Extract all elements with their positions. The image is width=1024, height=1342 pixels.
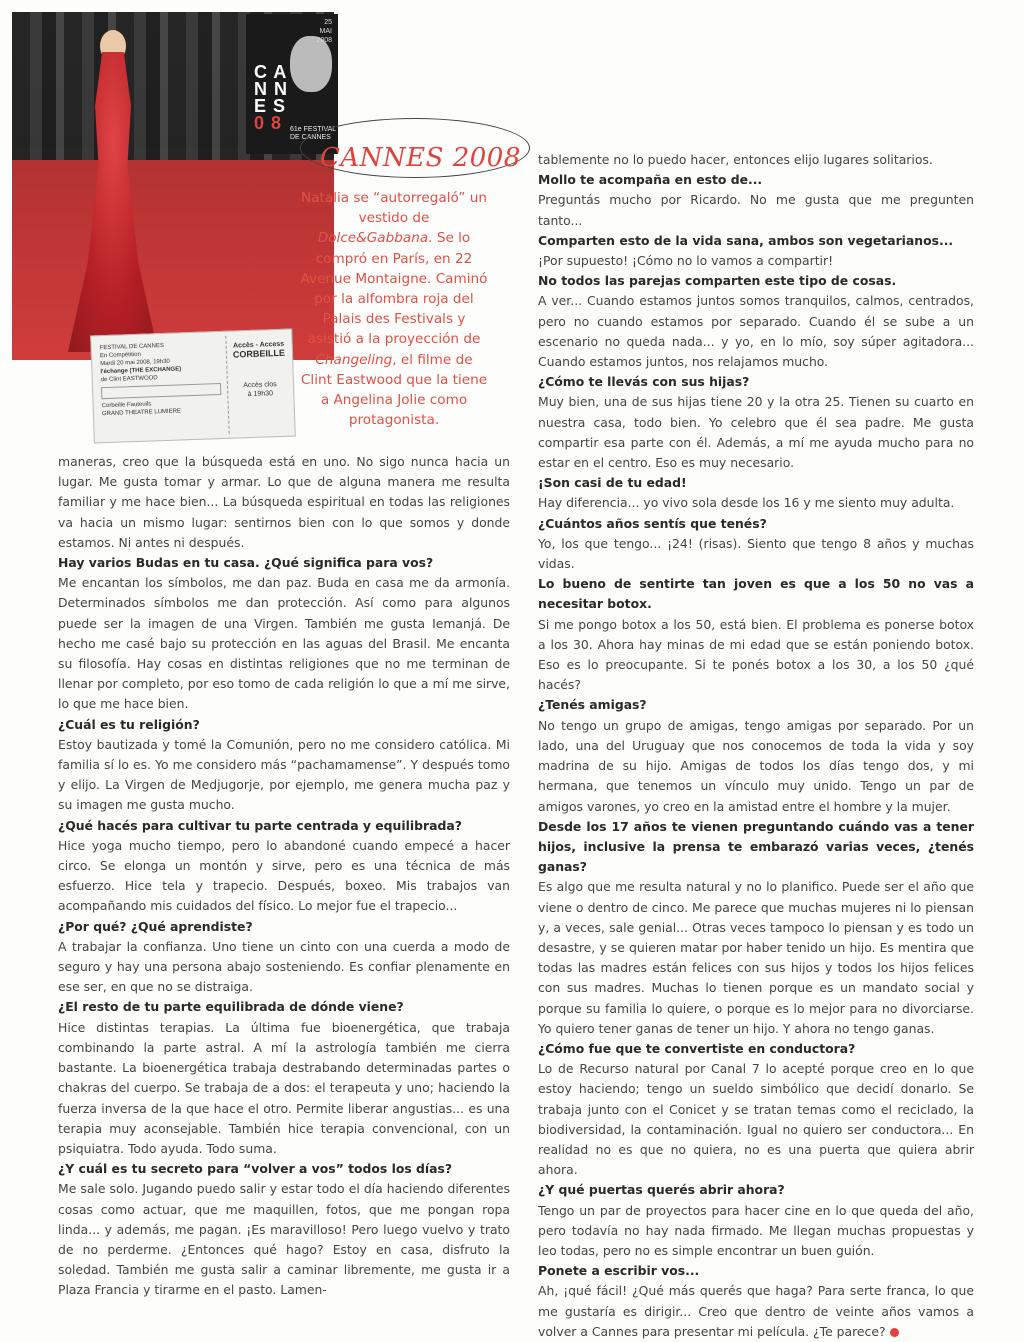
ticket-access: Accès - Access bbox=[232, 340, 285, 350]
end-mark-icon bbox=[890, 1328, 899, 1337]
question-text: Ponete a escribir vos... bbox=[538, 1263, 700, 1279]
interview-answer bbox=[538, 190, 974, 230]
question-text: ¿Y cuál es tu secreto para “volver a vos” todos los días? bbox=[58, 1161, 453, 1177]
interview-answer bbox=[538, 150, 974, 170]
answer-text: Tengo un par de proyectos para hacer cine en lo que queda del año, pero todavía no hay nada firmado. Me llegan muchas propuestas y leo todas, pero no es simple encontrar un buen guión. bbox=[538, 1202, 974, 1258]
ticket-line: Mardi 20 mai 2008, 19h30 bbox=[100, 358, 170, 368]
answer-text: Hice yoga mucho tiempo, pero lo abandoné cuando empecé a hacer circo. Se elonga un montón y sirve, pero es una técnica de más esfuerzo. Hice tela y trapecio. Después, boxeo. Mis trabajos van acompañando mis cuidados del físico. Lo mejor fue el trapecio... bbox=[58, 837, 510, 914]
question-text: Desde los 17 años te vienen preguntando cuándo vas a tener hijos, inclusive la prensa te embarazó varias veces, ¿tenés ganas? bbox=[538, 818, 974, 875]
poster-title bbox=[254, 64, 288, 132]
answer-text: Hice distintas terapias. La última fue bioenergética, que trabaja combinando la parte astral. A mí la astrología también me cierra bastante. La bioenergética trabaja destrabando determinadas partes o chakras del cuerpo. Se trabaja de a dos: el terapeuta y uno; haciendo la fuerza inversa de la que hace el otro. Permite liberar angustias... es una terapia muy aconsejable. También hice terapia convencional, con un psiquiatra. Todo ayuda. Todo suma. bbox=[58, 1019, 510, 1156]
interview-question bbox=[538, 574, 974, 614]
festival-ticket bbox=[90, 329, 296, 444]
caption-text: . Se lo compró en París, en 22 Avenue Montaigne. Caminó por la alfombra roja del Palais des Festivals y asistió a la proyección de bbox=[300, 230, 488, 348]
poster-date bbox=[316, 18, 332, 45]
right-column bbox=[538, 150, 974, 1342]
ticket-line: l'échange (THE EXCHANGE) bbox=[100, 366, 182, 376]
caption-brand: Dolce&Gabbana bbox=[317, 230, 429, 247]
ticket-area: CORBEILLE bbox=[232, 347, 286, 360]
interview-question bbox=[538, 514, 974, 534]
poster-letters-3: E S bbox=[254, 96, 287, 116]
sidebar-title: CANNES 2008 bbox=[320, 143, 521, 173]
question-text: Mollo te acompaña en esto de... bbox=[538, 172, 763, 188]
answer-text: tablemente no lo puedo hacer, entonces elijo lugares solitarios. bbox=[538, 152, 933, 167]
interview-answer bbox=[538, 392, 974, 473]
interview-answer bbox=[58, 1179, 510, 1300]
interview-answer bbox=[58, 1018, 510, 1159]
question-text: ¡Son casi de tu edad! bbox=[538, 475, 687, 491]
interview-answer bbox=[538, 291, 974, 372]
question-text: Hay varios Budas en tu casa. ¿Qué significa para vos? bbox=[58, 555, 434, 571]
interview-question bbox=[538, 231, 974, 251]
answer-text: Hay diferencia... yo vivo sola desde los 16 y me siento muy adulta. bbox=[538, 495, 955, 511]
question-text: ¿Tenés amigas? bbox=[538, 697, 647, 713]
interview-question bbox=[58, 715, 510, 735]
answer-text: Me encantan los símbolos, me dan paz. Buda en casa me da armonía. Determinados símbolos me dan protección. Así como para algunos puede ser la imagen de una Virgen. También me gusta Iemanjá. De hecho me casé bajo su protección en las aguas del Brasil. Me encanta su filosofía. Hay cosas en distintas religiones que no me terminan de llenar por completo, por eso tomo de cada religión lo que a mí me sirve, lo que me hace bien. bbox=[58, 575, 510, 712]
ticket-left bbox=[99, 340, 222, 418]
question-text: No todos las parejas comparten este tipo de cosas. bbox=[538, 273, 897, 289]
interview-answer bbox=[58, 573, 510, 714]
interview-answer bbox=[538, 251, 974, 271]
answer-text: Estoy bautizada y tomé la Comunión, pero no me considero católica. Mi familia sí lo es. Yo me considero más “pachamamense”. Y después tomo y elijo. La Virgen de Medjugorje, por ejemplo, me genera mucha paz y su imagen me gusta mucho. bbox=[58, 736, 510, 813]
answer-text: Ah, ¡qué fácil! ¿Qué más querés que haga? Para serte franca, lo que me gustaría es dirigir... Creo que dentro de veinte años vamos a volver a Cannes para presentar mi película. ¿Te parece? bbox=[538, 1283, 974, 1339]
answer-text: Si me pongo botox a los 50, está bien. El problema es ponerse botox a los 30. Ahora hay minas de mi edad que se están poniendo botox. Eso es lo preocupante. Si te ponés botox a los 30, a los 50 ¿qué hacés? bbox=[538, 616, 974, 693]
caption-text: , el filme de Clint Eastwood que la tiene a Angelina Jolie como protagonista. bbox=[300, 351, 488, 429]
interview-answer bbox=[538, 877, 974, 1039]
interview-question bbox=[538, 1180, 974, 1200]
caption-text: Natalia se “autorregaló” un vestido de bbox=[301, 190, 487, 227]
interview-question bbox=[58, 917, 510, 937]
question-text: ¿Cómo te llevás con sus hijas? bbox=[538, 374, 750, 390]
interview-question bbox=[538, 695, 974, 715]
poster-date-day: 25 bbox=[324, 19, 332, 26]
answer-text: A trabajar la confianza. Uno tiene un cinto con una cuerda a modo de seguro y hay una persona abajo sosteniendo. Es confiar plenamente en ese ser, en que no se distraiga. bbox=[58, 938, 510, 995]
question-text: ¿Cómo fue que te convertiste en conductora? bbox=[538, 1040, 856, 1056]
ticket-line: FESTIVAL DE CANNES bbox=[99, 342, 165, 352]
ticket-line: de Clint EASTWOOD bbox=[100, 375, 158, 384]
answer-text: Me sale solo. Jugando puedo salir y estar todo el día haciendo diferentes cosas como actuar, que me maquillen, fotos, que me pongan ropa linda... y además, me pagan. ¡Es maravilloso! Pero luego vuelvo y trato de no perderme. ¿Entonces qué hago? Estoy en casa, disfruto la soledad. También me gusta salir a caminar libremente, me gusta ir a Plaza Francia y tirarme en el pasto. Lamen- bbox=[58, 1181, 510, 1298]
answer-text: Preguntás mucho por Ricardo. No me gusta que me pregunten tanto... bbox=[538, 192, 974, 228]
interview-answer bbox=[58, 452, 510, 553]
ticket-seat-table bbox=[101, 383, 221, 399]
interview-question bbox=[58, 1159, 510, 1179]
interview-answer bbox=[538, 493, 974, 513]
interview-question bbox=[538, 1039, 974, 1059]
ticket-spacer bbox=[232, 358, 287, 382]
answer-text: No tengo un grupo de amigas, tengo amigas por separado. Por un lado, una del Uruguay que nos conocemos de toda la vida y soy madrina de su hijo. Amigas de todos los días tengo dos, y mi hermana, que tenemos un vínculo muy unido. Tengo un par de amigos varones, yo creo en la amistad entre el hombre y la mujer. bbox=[538, 717, 974, 814]
interview-question bbox=[58, 997, 510, 1017]
left-column bbox=[58, 452, 510, 1301]
photo-caption bbox=[300, 188, 488, 430]
interview-answer bbox=[538, 1201, 974, 1262]
ticket-closed: Accès clos bbox=[243, 381, 277, 390]
ticket-divider bbox=[225, 336, 229, 434]
poster-letters-2: N N bbox=[254, 79, 288, 99]
interview-question bbox=[538, 372, 974, 392]
ticket-time: à 19h30 bbox=[247, 390, 274, 399]
ticket-line: En Compétition bbox=[99, 351, 142, 360]
interview-answer bbox=[58, 937, 510, 998]
poster-letters-1: C A bbox=[254, 62, 288, 82]
poster-festival-1: 61e FESTIVAL bbox=[290, 126, 337, 133]
answer-text: Lo de Recurso natural por Canal 7 lo acepté porque creo en lo que estoy haciendo; tengo un sueldo simbólico que decidí donarlo. Se trabaja junto con el Conicet y se tratan temas como el reciclado, la biodiversidad, la contaminación. Igual no quiero ser conductora... En realidad no es que no quiera, no es una puerta que quiera abrir ahora. bbox=[538, 1061, 974, 1178]
question-text: ¿Y qué puertas querés abrir ahora? bbox=[538, 1182, 785, 1198]
interview-question bbox=[538, 817, 974, 878]
question-text: ¿Qué hacés para cultivar tu parte centrada y equilibrada? bbox=[58, 817, 462, 833]
interview-question bbox=[538, 1261, 974, 1281]
question-text: ¿Cuál es tu religión? bbox=[58, 716, 200, 732]
poster-letters-4: 0 8 bbox=[254, 113, 283, 133]
interview-answer bbox=[58, 836, 510, 917]
interview-question bbox=[538, 170, 974, 190]
interview-question bbox=[538, 473, 974, 493]
question-text: Comparten esto de la vida sana, ambos son vegetarianos... bbox=[538, 232, 954, 248]
ticket-right bbox=[231, 340, 287, 400]
interview-answer bbox=[538, 534, 974, 574]
caption-film: Changeling bbox=[315, 351, 393, 368]
interview-answer bbox=[538, 716, 974, 817]
interview-question bbox=[58, 816, 510, 836]
question-text: Lo bueno de sentirte tan joven es que a los 50 no vas a necesitar botox. bbox=[538, 576, 974, 612]
interview-answer bbox=[58, 735, 510, 816]
poster-festival-2: DE CANNES bbox=[290, 134, 331, 141]
interview-answer bbox=[538, 1059, 974, 1180]
answer-text: Muy bien, una de sus hijas tiene 20 y la otra 25. Tienen su cuarto en nuestra casa, todo bien. Yo celebro que él sea padre. Me gusta compartir esa parte con él. Además, a mí me ayuda mucho para no estar en el centro. Eso es muy necesario. bbox=[538, 394, 974, 471]
answer-text: ¡Por supuesto! ¡Cómo no lo vamos a compartir! bbox=[538, 253, 834, 269]
question-text: ¿Por qué? ¿Qué aprendiste? bbox=[58, 918, 253, 934]
question-text: ¿Cuántos años sentís que tenés? bbox=[538, 515, 767, 531]
answer-text: Es algo que me resulta natural y no lo planifico. Puede ser el año que viene o dentro de cinco. Me parece que muchas mujeres ni lo piensan y, a veces, sale genial... Otras veces tampoco lo piensan y es todo un desastre, y se quieren matar por haber tenido un hijo. Es mentira que todas las madres están felices con sus hijos y todos los hijos felices con sus madres. Muchas lo tienen porque es un mandato social y porque su familia lo quiere, o porque es lo mejor para no divorciarse. Yo quiero tener ganas de tener un hijo. Y ahora no tengo ganas. bbox=[538, 879, 974, 1036]
poster-date-year: 2008 bbox=[316, 37, 332, 44]
question-text: ¿El resto de tu parte equilibrada de dónde viene? bbox=[58, 999, 404, 1015]
interview-question bbox=[58, 553, 510, 573]
answer-text: Yo, los que tengo... ¡24! (risas). Siento que tengo 8 años y muchas vidas. bbox=[538, 535, 974, 572]
interview-answer bbox=[538, 1281, 974, 1342]
answer-text: A ver... Cuando estamos juntos somos tranquilos, calmos, centrados, pero no cuando estamos por separado. Cuando él se sube a un escenario no queda nada... y yo, en lo mío, soy súper agitadora... Cuando estamos juntos, nos relajamos mucho. bbox=[538, 293, 974, 370]
interview-answer bbox=[538, 615, 974, 696]
answer-text: maneras, creo que la búsqueda está en uno. No sigo nunca hacia un lugar. Me gusta tomar y armar. Lo que de alguna manera me resulta familiar y me hace bien... La búsqueda espiritual en todas las religiones va hacia un mismo lugar: sentirnos bien con lo que somos y donde estamos. Ni antes ni después. bbox=[58, 454, 510, 550]
interview-question bbox=[538, 271, 974, 291]
poster-date-month: MAI bbox=[319, 28, 332, 35]
ticket-line: Corbeille Fauteuils bbox=[101, 401, 152, 410]
ticket-line: GRAND THEATRE LUMIERE bbox=[101, 408, 182, 418]
